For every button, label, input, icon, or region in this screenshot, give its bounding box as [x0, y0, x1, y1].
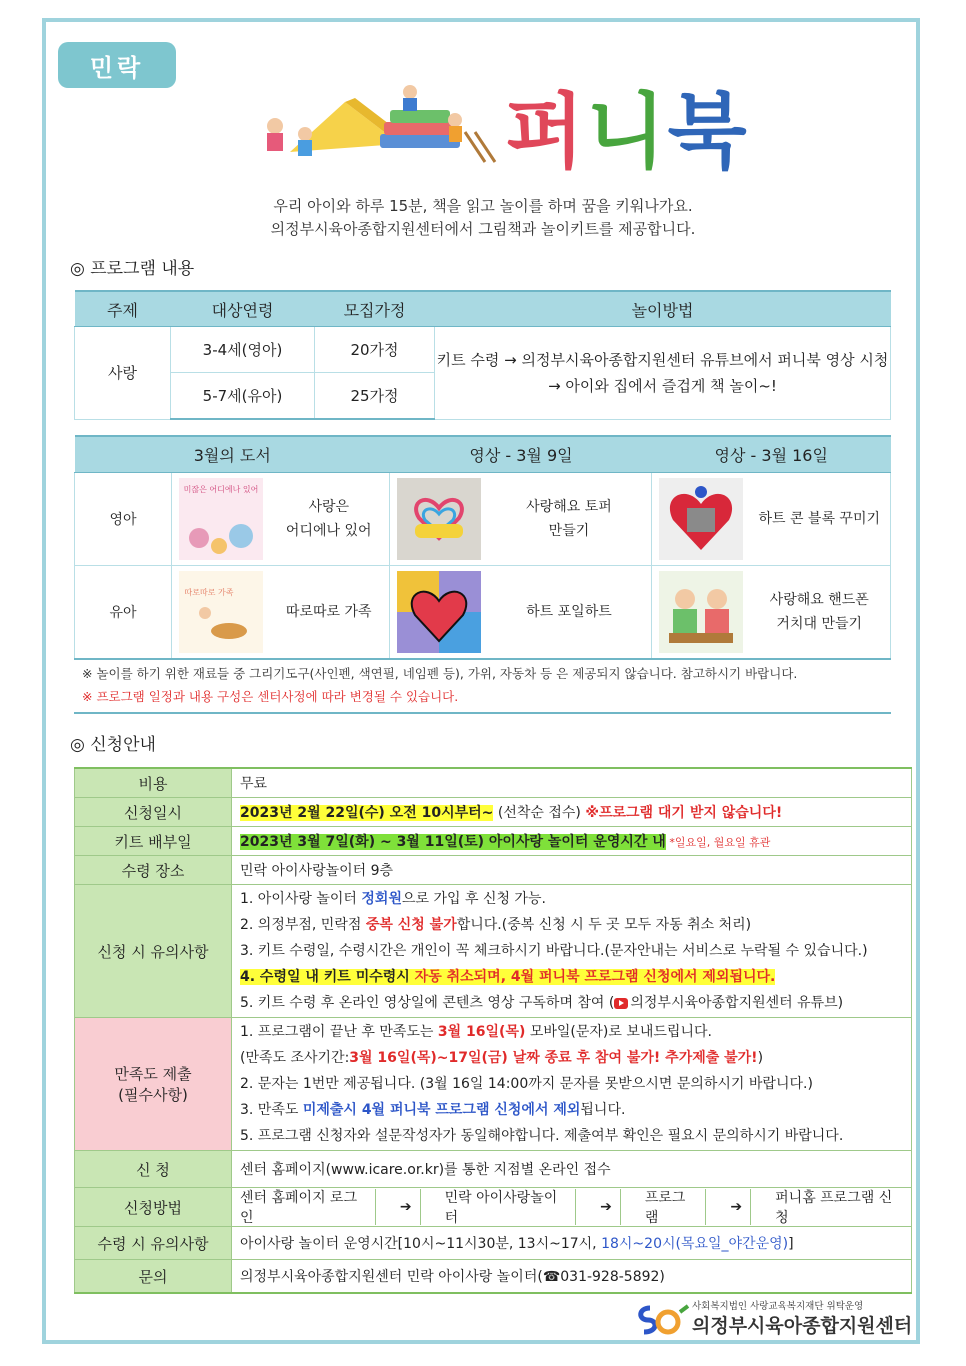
place-value: 민락 아이사랑놀이터 9층	[232, 856, 912, 885]
survey-item: 1. 프로그램이 끝난 후 만족도는 3월 16일(목) 모바일(문자)로 보내드립니다.	[240, 1024, 712, 1040]
contact-label: 문의	[75, 1260, 232, 1294]
cost-value: 무료	[232, 768, 912, 798]
book-title-line: 어디에나 있어	[285, 523, 372, 539]
arrow-icon: ➔	[600, 1199, 612, 1215]
count-cell: 25가정	[315, 373, 435, 420]
survey-item: 5. 프로그램 신청자와 설문작성자가 동일해야합니다. 제출여부 확인은 필요시 문의하시기 바랍니다.	[240, 1128, 844, 1144]
section-program-heading: ◎ 프로그램 내용	[70, 259, 195, 279]
cost-label: 비용	[75, 768, 232, 798]
survey-item: 3. 만족도 미제출시 4월 퍼니북 프로그램 신청에서 제외됩니다.	[240, 1102, 626, 1118]
craft-title-line: 만들기	[548, 523, 590, 539]
age-cell: 5-7세(유아)	[171, 373, 315, 420]
youtube-icon	[614, 998, 628, 1009]
method-label: 신청방법	[75, 1188, 232, 1227]
apply-value: 센터 홈페이지(www.icare.or.kr)를 통한 지점별 온라인 접수	[232, 1151, 912, 1188]
step-program: 프로그램	[644, 1190, 686, 1226]
pickup-value: 아이사랑 놀이터 운영시간[10시~11시30분, 13시~17시, 18시~20시(목요일_야간운영)]	[232, 1227, 912, 1260]
caution-item: 3. 키트 수령일, 수령시간은 개인이 꼭 체크하시기 바랍니다.(문자안내는 서비스로 누락될 수 있습니다.)	[240, 943, 868, 959]
arrow-icon: ➔	[730, 1199, 743, 1215]
svg-text:미잖은 어디에나 있어: 미잖은 어디에나 있어	[183, 485, 259, 494]
step-branch: 민락 아이사랑놀이터	[444, 1190, 558, 1226]
topper-craft-image	[397, 478, 481, 560]
pickup-label: 수령 시 유의사항	[75, 1227, 232, 1260]
hero-illustration	[250, 82, 500, 172]
logo-title: 의정부시육아종합지원센터	[692, 1315, 913, 1337]
date-value	[232, 798, 912, 827]
craft-title-line: 사랑해요 토퍼	[526, 499, 612, 515]
header-topic: 주제	[75, 291, 171, 327]
book-title-line: 사랑은	[308, 499, 350, 515]
craft-title-line: 하트 콘 블록 꾸미기	[758, 511, 880, 527]
place-label: 수령 장소	[75, 856, 232, 885]
craft-title-line: 사랑해요 핸드폰	[769, 592, 869, 608]
header-book: 3월의 도서	[75, 436, 390, 473]
caution-label: 신청 시 유의사항	[75, 885, 232, 1018]
schedule-change-note: ※ 프로그램 일정과 내용 구성은 센터사정에 따라 변경될 수 있습니다.	[82, 689, 459, 704]
header-method: 놀이방법	[435, 291, 891, 327]
topic-cell: 사랑	[75, 327, 171, 420]
apply-label: 신 청	[75, 1151, 232, 1188]
phone-holder-image	[659, 571, 743, 653]
survey-label: 만족도 제출 (필수사항)	[75, 1018, 232, 1151]
survey-item: 2. 문자는 1번만 제공됩니다. (3월 16일 14:00까지 문자를 못받으시면 문의하시기 바랍니다.)	[240, 1076, 813, 1092]
date-label: 신청일시	[75, 798, 232, 827]
craft-title-line: 거치대 만들기	[776, 616, 863, 632]
date-warning: ※프로그램 대기 받지 않습니다!	[585, 805, 783, 821]
foil-heart-image	[397, 571, 481, 653]
video1-cell	[390, 566, 652, 660]
caution-item: 5. 키트 수령 후 온라인 영상일에 콘텐츠 영상 구독하며 참여 ( 의정부시육아종합지원센터 유튜브)	[240, 995, 844, 1011]
kit-value	[232, 827, 912, 856]
header-count: 모집가정	[315, 291, 435, 327]
application-table	[74, 767, 912, 1294]
center-logo	[636, 1298, 913, 1338]
contact-value: 의정부시육아종합지원센터 민락 아이사랑 놀이터(☎031-928-5892)	[232, 1260, 912, 1294]
craft-title-line: 하트 포일하트	[526, 604, 612, 620]
book-title-line: 따로따로 가족	[285, 604, 372, 620]
kit-note: *일요일, 월요일 휴관	[665, 836, 771, 849]
video1-cell	[390, 473, 652, 566]
date-highlight: 2023년 2월 22일(수) 오전 10시부터~	[240, 805, 494, 821]
book-cell	[172, 473, 390, 566]
method-flow	[232, 1188, 912, 1227]
step-login: 센터 홈페이지 로그인	[240, 1190, 358, 1226]
age-cell: 3-4세(영아)	[171, 327, 315, 373]
branch-tag: 민락	[58, 42, 176, 88]
survey-item: (만족도 조사기간:3월 16일(목)~17일(금) 날짜 종료 후 참여 불가! 추가제출 불가!)	[240, 1050, 764, 1066]
book-cell	[172, 566, 390, 660]
video2-cell	[652, 566, 891, 660]
intro-line-1: 우리 아이와 하루 15분, 책을 읽고 놀이를 하며 꿈을 키워나가요.	[273, 197, 693, 215]
header-video-2: 영상 - 3월 16일	[652, 436, 891, 473]
book-table	[74, 435, 891, 660]
header-age: 대상연령	[171, 291, 315, 327]
logo-subtitle: 사회복지법인 사랑교육복지재단 위탁운영	[692, 1301, 864, 1312]
materials-note: ※ 놀이를 하기 위한 재료들 중 그리기도구(사인펜, 색연필, 네임펜 등), 가위, 자동차 등 은 제공되지 않습니다. 참고하시기 바랍니다.	[82, 666, 798, 681]
arrow-icon: ➔	[399, 1199, 412, 1215]
header-video-1: 영상 - 3월 9일	[390, 436, 652, 473]
method-cell	[435, 327, 891, 420]
intro-line-2: 의정부시육아종합지원센터에서 그림책과 놀이키트를 제공합니다.	[270, 220, 696, 238]
group-cell: 유아	[75, 566, 172, 660]
caution-item: 1. 아이사랑 놀이터 정회원으로 가입 후 신청 가능.	[240, 891, 546, 907]
date-plain: (선착순 접수)	[493, 805, 586, 821]
group-cell: 영아	[75, 473, 172, 566]
step-apply: 퍼니홈 프로그램 신청	[775, 1190, 893, 1226]
book-cover-image	[179, 571, 263, 653]
caution-list	[232, 885, 912, 1018]
method-line-1: 키트 수령 → 의정부시육아종합지원센터 유튜브에서 퍼니북 영상 시청	[436, 350, 889, 369]
divider	[74, 712, 891, 714]
caution-item: 2. 의정부점, 민락점 중복 신청 불가합니다.(중복 신청 시 두 곳 모두 자동 취소 처리)	[240, 917, 752, 933]
table-row	[75, 473, 891, 566]
section-apply-heading: ◎ 신청안내	[70, 735, 156, 755]
kit-label: 키트 배부일	[75, 827, 232, 856]
book-cover-image	[179, 478, 263, 560]
svg-text:따로따로 가족: 따로따로 가족	[184, 588, 234, 597]
video2-cell	[652, 473, 891, 566]
method-line-2: → 아이와 집에서 즐겁게 책 놀이~!	[548, 376, 777, 395]
count-cell: 20가정	[315, 327, 435, 373]
page-title: 퍼니북	[505, 85, 749, 180]
program-table	[74, 290, 891, 420]
heart-block-image	[659, 478, 743, 560]
survey-list	[232, 1018, 912, 1151]
table-row	[75, 566, 891, 660]
caution-item: 4. 수령일 내 키트 미수령시 자동 취소되며, 4월 퍼니북 프로그램 신청에서 제외됩니다.	[240, 969, 776, 985]
kit-highlight: 2023년 3월 7일(화) ~ 3월 11일(토) 아이사랑 놀이터 운영시간 내	[240, 834, 666, 850]
center-logo-icon	[636, 1302, 690, 1336]
